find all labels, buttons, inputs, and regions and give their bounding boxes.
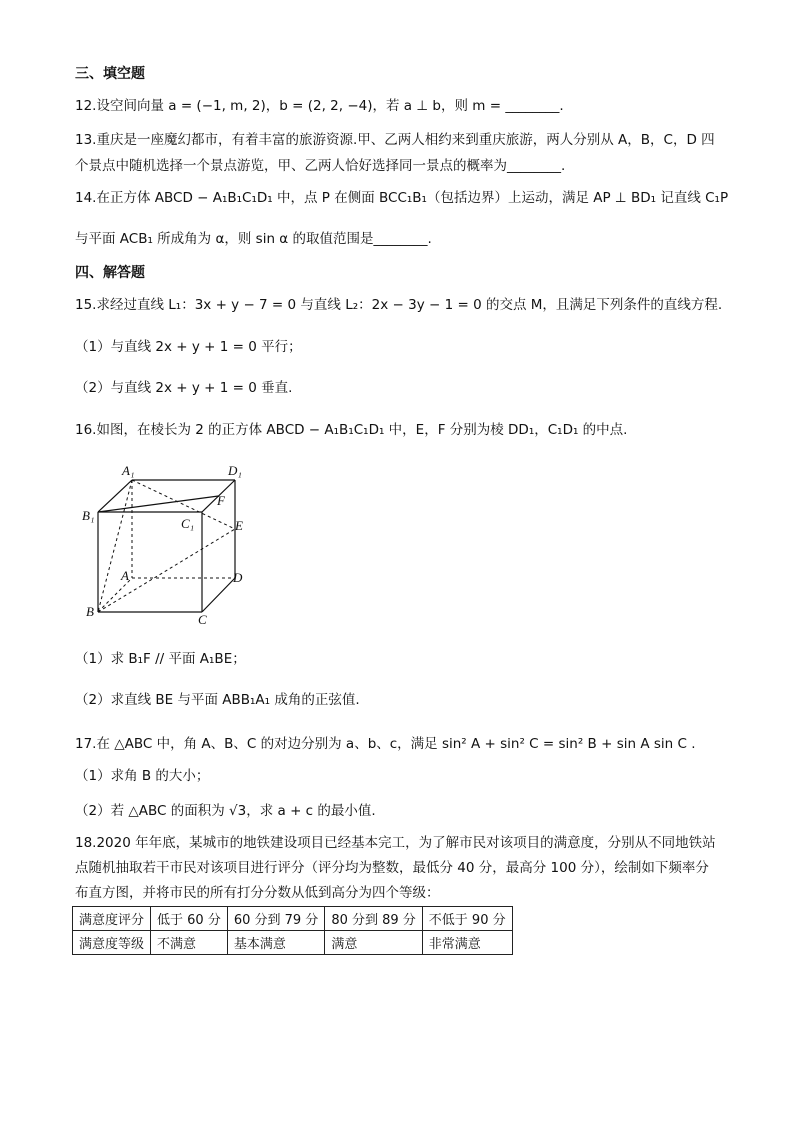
table-cell: 基本满意 (227, 931, 324, 955)
table-cell: 不低于 90 分 (422, 907, 512, 931)
question-18-line3: 布直方图，并将市民的所有打分分数从低到高分为四个等级： (75, 885, 440, 901)
question-12: 12.设空间向量 a = (−1, m, 2)，b = (2, 2, −4)，若 a ⊥ b，则 m = ________. (75, 98, 564, 114)
label-f: F (217, 493, 225, 508)
segment-a1-b (98, 480, 132, 612)
table-row (73, 931, 513, 955)
question-16-stem: 16.如图，在棱长为 2 的正方体 ABCD − A₁B₁C₁D₁ 中，E，F 分别为棱 DD₁，C₁D₁ 的中点. (75, 422, 628, 438)
table-cell: 低于 60 分 (151, 907, 228, 931)
table-row (73, 907, 513, 931)
question-16-part1: （1）求 B₁F // 平面 A₁BE； (75, 651, 246, 667)
label-a1: A₁ (122, 463, 135, 478)
question-17-part1: （1）求角 B 的大小； (75, 768, 210, 784)
question-17-part2: （2）若 △ABC 的面积为 √3，求 a + c 的最小值. (75, 803, 376, 819)
label-c: C (198, 612, 207, 627)
question-15-stem: 15.求经过直线 L₁：3x + y − 7 = 0 与直线 L₂：2x − 3y − 1 = 0 的交点 M，且满足下列条件的直线方程. (75, 297, 723, 313)
table-cell: 不满意 (151, 931, 228, 955)
table-cell: 满意 (325, 931, 422, 955)
label-d1: D₁ (228, 463, 242, 478)
question-17-stem: 17.在 △ABC 中，角 A、B、C 的对边分别为 a、b、c，满足 sin² A + sin² C = sin² B + sin A sin C . (75, 736, 696, 752)
table-cell: 满意度评分 (73, 907, 151, 931)
satisfaction-table (72, 906, 513, 955)
segment-b1-f (98, 496, 219, 512)
table-cell: 80 分到 89 分 (325, 907, 422, 931)
question-18-line2: 点随机抽取若干市民对该项目进行评分（评分均为整数，最低分 40 分，最高分 100 分），绘制如下频率分 (75, 860, 709, 876)
question-14-line1: 14.在正方体 ABCD − A₁B₁C₁D₁ 中，点 P 在侧面 BCC₁B₁（包括边界）上运动，满足 AP ⊥ BD₁ 记直线 C₁P (75, 190, 729, 206)
question-15-part2: （2）与直线 2x + y + 1 = 0 垂直. (75, 380, 293, 396)
section-heading-answer: 四、解答题 (75, 265, 145, 281)
edge-b-a (98, 578, 132, 612)
section-heading-fill-blank: 三、填空题 (75, 66, 145, 82)
cube-figure (80, 458, 260, 630)
label-b1: B₁ (82, 508, 95, 523)
edge-c-d (202, 578, 235, 612)
question-14-line2: 与平面 ACB₁ 所成角为 α，则 sin α 的取值范围是________. (75, 231, 432, 247)
question-18-line1: 18.2020 年年底，某城市的地铁建设项目已经基本完工，为了解市民对该项目的满意度，分别从不同地铁站 (75, 835, 716, 851)
label-c1: C₁ (181, 516, 195, 531)
table-cell: 60 分到 79 分 (227, 907, 324, 931)
question-16-part2: （2）求直线 BE 与平面 ABB₁A₁ 成角的正弦值. (75, 692, 360, 708)
question-13-line2: 个景点中随机选择一个景点游览，甲、乙两人恰好选择同一景点的概率为________. (75, 158, 566, 174)
question-13-line1: 13.重庆是一座魔幻都市，有着丰富的旅游资源.甲、乙两人相约来到重庆旅游，两人分别从 A，B，C，D 四 (75, 132, 715, 148)
question-15-part1: （1）与直线 2x + y + 1 = 0 平行； (75, 339, 302, 355)
label-e: E (235, 518, 243, 533)
label-d: D (233, 570, 243, 585)
table-cell: 满意度等级 (73, 931, 151, 955)
table-cell: 非常满意 (422, 931, 512, 955)
edge-b1-a1 (98, 480, 132, 512)
label-b: B (86, 604, 94, 619)
label-a: A (121, 568, 129, 583)
